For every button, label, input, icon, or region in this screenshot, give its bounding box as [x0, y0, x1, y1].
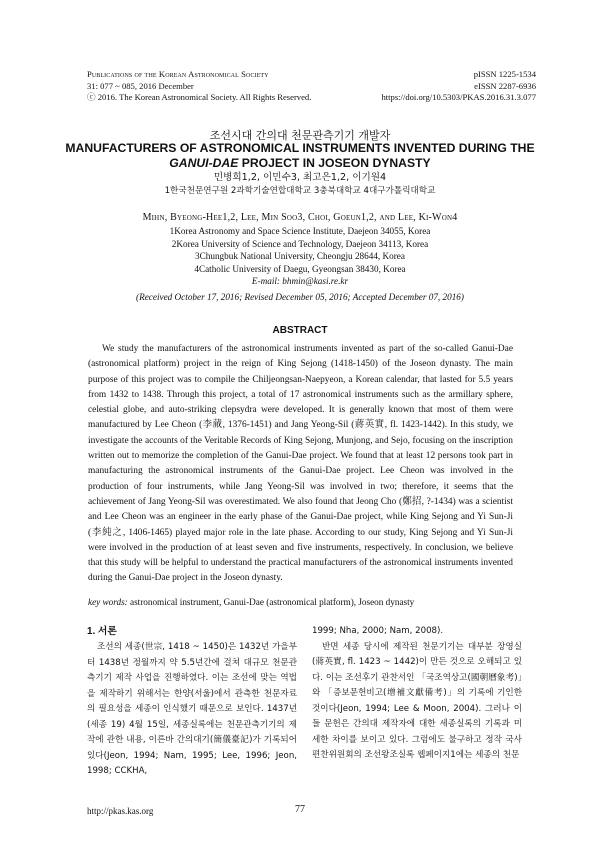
affiliation-2: 2Korea University of Science and Technology, Daejeon 34113, Korea [171, 238, 429, 249]
title-english-line2: PROJECT IN JOSEON DYNASTY [238, 156, 431, 170]
affiliations-english [0, 225, 600, 288]
affiliation-3: 3Chungbuk National University, Cheongju 28644, Korea [195, 251, 405, 262]
journal-header [87, 69, 536, 104]
intro-left-column: 조선의 세종(世宗, 1418 ~ 1450)은 1432년 가을부터 1438년 정월까지 약 5.5년간에 걸쳐 대규모 천문관측기기 제작 사업을 진행하였다. 이는 조선에 맞는 역법을 제작하기 위해서는 한양(서울)에서 관측한 천문자료의 필요성을 세종이 인식했기 때문으로 보인다. 1437년(세종 19) 4월 15일, 세종실록에는 천문관측기기의 제작에 관한 내용, 이른바 간의대기(簡儀臺記)가 기록되어 있다(Jeon, 1994; Nam, 1995; Lee, 1996; Jeon, 1998; CCKHA, [87, 642, 297, 776]
volume-info: 31: 077 ~ 085, 2016 December [87, 80, 194, 91]
intro-right-column [312, 624, 522, 764]
affiliation-1: 1Korea Astronomy and Space Science Institute, Daejeon 34055, Korea [169, 226, 431, 236]
page-number: 77 [295, 804, 305, 815]
affiliation-4: 4Catholic University of Daegu, Gyeongsan 38430, Korea [194, 263, 406, 274]
title-english-line1: MANUFACTURERS OF ASTRONOMICAL INSTRUMENTS INVENTED DURING THE [65, 141, 535, 155]
title-english [60, 141, 540, 171]
issn-electronic: eISSN 2287-6936 [474, 80, 536, 91]
copyright-notice: ⓒ 2016. The Korean Astronomical Society. All Rights Reserved. [87, 92, 312, 103]
intro-right-para-1: 1999; Nha, 2000; Nam, 2008). [312, 626, 444, 636]
footer-url[interactable]: http://pkas.kas.org [87, 806, 154, 816]
doi-link[interactable]: https://doi.org/10.5303/PKAS.2016.31.3.077 [381, 92, 536, 103]
issn-print: pISSN 1225-1534 [473, 69, 536, 79]
keywords-label: key words: [88, 597, 128, 607]
keywords-list: astronomical instrument, Ganui-Dae (astronomical platform), Joseon dynasty [130, 597, 415, 607]
abstract-text: We study the manufacturers of the astronomical instruments invented as part of the so-called Ganui-Dae (astronomical platform) project in the reign of King Sejong (1418-1450) of the Joseon dynasty. The main purpose of this project was to compile the Chiljeongsan-Naepyeon, a Korean calendar, that lasted for 5.5 years from 1432 to 1438. Through this project, a total of 17 astronomical instruments such as the armillary sphere, celestial globe, and auto-striking clepsydra were developed. It is generally known that most of them were manufactured by Lee Cheon (李蕆, 1376-1451) and Jang Yeong-Sil (蔣英實, fl. 1423-1442). In this study, we investigate the accounts of the Veritable Records of King Sejong, Munjong, and Sejo, focusing on the inscription written out to memorize the completion of the Ganui-Dae project. We found that at least 12 persons took part in manufacturing the astronomical instruments of the Ganui-Dae project. Lee Cheon was involved in the production of four instruments, while Jang Yeong-Sil was involved in two; therefore, it seems that the achievement of Jang Yeong-Sil was overestimated. We also found that Jeong Cho (鄭招, ?-1434) was a scientist and Lee Cheon was an engineer in the early phase of the Ganui-Dae project, while King Sejong and Yi Sun-Ji (李純之, 1406-1465) played major role in the late phase. According to our study, King Sejong and Yi Sun-Ji were involved in the production of at least seven and five instruments, respectively. In conclusion, we believe that this study will be helpful to understand the practical manufacturers of the astronomical instruments invented during the Ganui-Dae project in the Joseon dynasty. [88, 344, 513, 584]
title-korean: 조선시대 간의대 천문관측기기 개발자 [209, 129, 391, 142]
abstract-heading: ABSTRACT [272, 325, 328, 336]
corresponding-email[interactable]: E-mail: bhmin@kasi.re.kr [251, 276, 349, 287]
intro-right-para-2: 반면 세종 당시에 제작된 천문기기는 대부분 장영실(蔣英實, fl. 1423 ~ 1442)이 만든 것으로 오해되고 있다. 이는 조선후기 관찬서인 「국조역상고(國朝曆象考)」와 「증보문헌비고(增補文獻備考)」의 기록에 기인한 것이다(Jeon, 1994; Lee & Moon, 2004). 그러나 이들 문헌은 간의대 제작자에 대한 세종실록의 기록과 미세한 차이를 보이고 있다. 그럼에도 불구하고 정작 국사편찬위원회의 조선왕조실록 웹페이지1에는 세종의 천문 [312, 641, 522, 760]
journal-name: Publications of the Korean Astronomical Society [87, 69, 269, 79]
affiliations-korean: 1한국천문연구원 2과학기술연합대학교 3충북대학교 4대구가톨릭대학교 [164, 186, 436, 196]
submission-dates: (Received October 17, 2016; Revised December 05, 2016; Accepted December 07, 2016) [136, 292, 464, 302]
keywords [88, 597, 518, 607]
title-english-italic: GANUI-DAE [169, 156, 239, 170]
authors-english: Mihn, Byeong-Hee1,2, Lee, Min Soo3, Choi, Goeun1,2, and Lee, Ki-Won4 [142, 212, 458, 223]
authors-korean: 민병희1,2, 이민수3, 최고은1,2, 이기원4 [213, 172, 387, 183]
section-title: 1. 서론 [87, 626, 117, 637]
